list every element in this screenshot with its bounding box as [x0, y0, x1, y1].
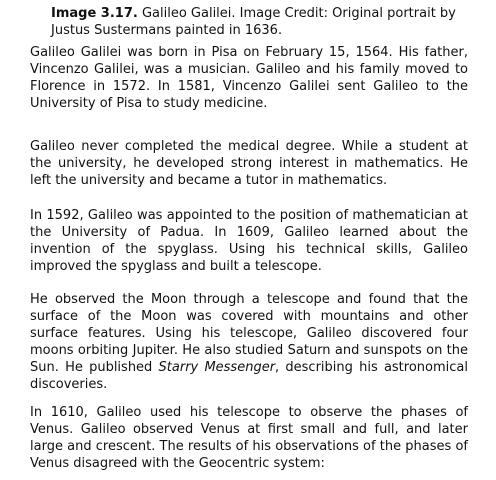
paragraph-observations-text: He observed the Moon through a telescope and found that the surface of the Moon was covered with mountains and other surface features. Using his telescope, Galileo discovered four moons orbiting Jupiter. He also studied Saturn and sunspots on the Sun. He published: [30, 292, 468, 375]
caption-text: Galileo Galilei. Image Credit: Original portrait by Justus Sustermans painted in 1636.: [51, 6, 456, 38]
paragraph-birth: Galileo Galilei was born in Pisa on February 15, 1564. His father, Vincenzo Galilei, was a musician. Galileo and his family moved to Florence in 1572. In 1581, Vincenzo Galilei sent Galileo to the University of Pisa to study medicine.: [30, 45, 468, 111]
paragraph-venus: In 1610, Galileo used his telescope to observe the phases of Venus. Galileo observed Venus at first small and full, and later large and crescent. The results of his observations of the phases of Venus disagreed with the Geocentric system:: [30, 405, 468, 471]
caption-label: Image 3.17.: [51, 6, 138, 21]
book-title: Starry Messenger: [158, 360, 276, 375]
paragraph-padua: In 1592, Galileo was appointed to the position of mathematician at the University of Padua. In 1609, Galileo learned about the invention of the spyglass. Using his technical skills, Galileo improved the spyglass and built a telescope.: [30, 208, 468, 274]
paragraph-observations-tail: , describing his astronomical discoveries.: [30, 360, 468, 392]
paragraph-education: Galileo never completed the medical degree. While a student at the university, he developed strong interest in mathematics. He left the university and became a tutor in mathematics.: [30, 139, 468, 188]
paragraph-observations: [30, 291, 468, 393]
image-caption: [51, 5, 481, 39]
